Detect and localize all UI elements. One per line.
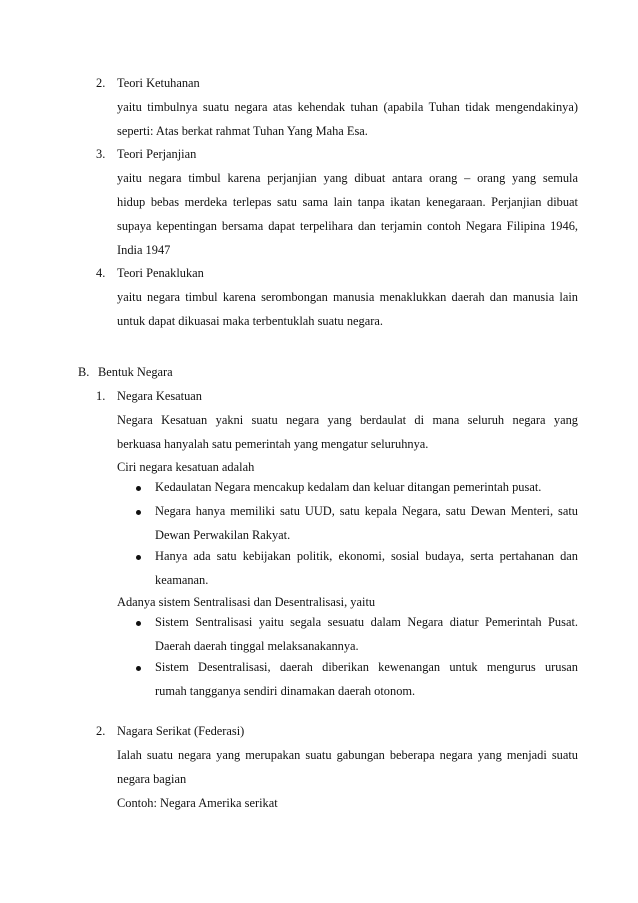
paragraph-line: Ialah suatu negara yang merupakan suatu gabungan beberapa negara yang menjadi suatu xyxy=(117,748,578,762)
paragraph-line: berkuasa hanyalah satu pemerintah yang mengatur seluruhnya. xyxy=(117,437,429,451)
subheading: Ciri negara kesatuan adalah xyxy=(117,460,255,474)
item-title: Teori Ketuhanan xyxy=(117,76,200,90)
paragraph-line: seperti: Atas berkat rahmat Tuhan Yang Maha Esa. xyxy=(117,124,368,138)
item-title: Nagara Serikat (Federasi) xyxy=(117,724,245,738)
bullet-line: rumah tangganya sendiri dinamakan daerah otonom. xyxy=(155,684,416,698)
bullet-line: Sistem Sentralisasi yaitu segala sesuatu dalam Negara diatur Pemerintah Pusat. xyxy=(155,615,578,629)
bullet-icon xyxy=(136,666,141,671)
list-number: 1. xyxy=(96,389,106,403)
list-number: 4. xyxy=(96,266,106,280)
subheading: Adanya sistem Sentralisasi dan Desentralisasi, yaitu xyxy=(117,595,376,609)
item-title: Teori Penaklukan xyxy=(117,266,204,280)
section-letter: B. xyxy=(78,365,90,379)
paragraph-line: yaitu negara timbul karena serombongan manusia menaklukkan daerah dan manusia lain xyxy=(117,290,578,304)
bullet-line: Kedaulatan Negara mencakup kedalam dan keluar ditangan pemerintah pusat. xyxy=(155,480,542,494)
bullet-icon xyxy=(136,555,141,560)
paragraph-line: yaitu negara timbul karena perjanjian yang dibuat antara orang – orang yang semula xyxy=(117,171,578,185)
item-title: Teori Perjanjian xyxy=(117,147,197,161)
paragraph-line: yaitu timbulnya suatu negara atas kehendak tuhan (apabila Tuhan tidak mengendakinya) xyxy=(117,100,578,114)
bullet-line: Sistem Desentralisasi, daerah diberikan kewenangan untuk mengurus urusan xyxy=(155,660,578,674)
paragraph-line: negara bagian xyxy=(117,772,187,786)
bullet-icon xyxy=(136,510,141,515)
paragraph-line: Contoh: Negara Amerika serikat xyxy=(117,796,278,810)
bullet-line: Negara hanya memiliki satu UUD, satu kepala Negara, satu Dewan Menteri, satu xyxy=(155,504,578,518)
paragraph-line: untuk dapat dikuasai maka terbentuklah suatu negara. xyxy=(117,314,383,328)
paragraph-line: supaya kepentingan bersama dapat terpelihara dan terjamin contoh Negara Filipina 1946, xyxy=(117,219,578,233)
bullet-icon xyxy=(136,621,141,626)
bullet-icon xyxy=(136,486,141,491)
paragraph-line: hidup bebas merdeka terlepas satu sama lain tanpa ikatan kenegaraan. Perjanjian dibuat xyxy=(117,195,578,209)
paragraph-line: Negara Kesatuan yakni suatu negara yang berdaulat di mana seluruh negara yang xyxy=(117,413,578,427)
bullet-line: Dewan Perwakilan Rakyat. xyxy=(155,528,291,542)
list-number: 3. xyxy=(96,147,106,161)
bullet-line: Hanya ada satu kebijakan politik, ekonomi, sosial budaya, serta pertahanan dan xyxy=(155,549,578,563)
list-number: 2. xyxy=(96,724,106,738)
bullet-line: keamanan. xyxy=(155,573,209,587)
item-title: Negara Kesatuan xyxy=(117,389,202,403)
bullet-line: Daerah daerah tinggal melaksanakannya. xyxy=(155,639,359,653)
section-heading: Bentuk Negara xyxy=(98,365,173,379)
paragraph-line: India 1947 xyxy=(117,243,171,257)
list-number: 2. xyxy=(96,76,106,90)
